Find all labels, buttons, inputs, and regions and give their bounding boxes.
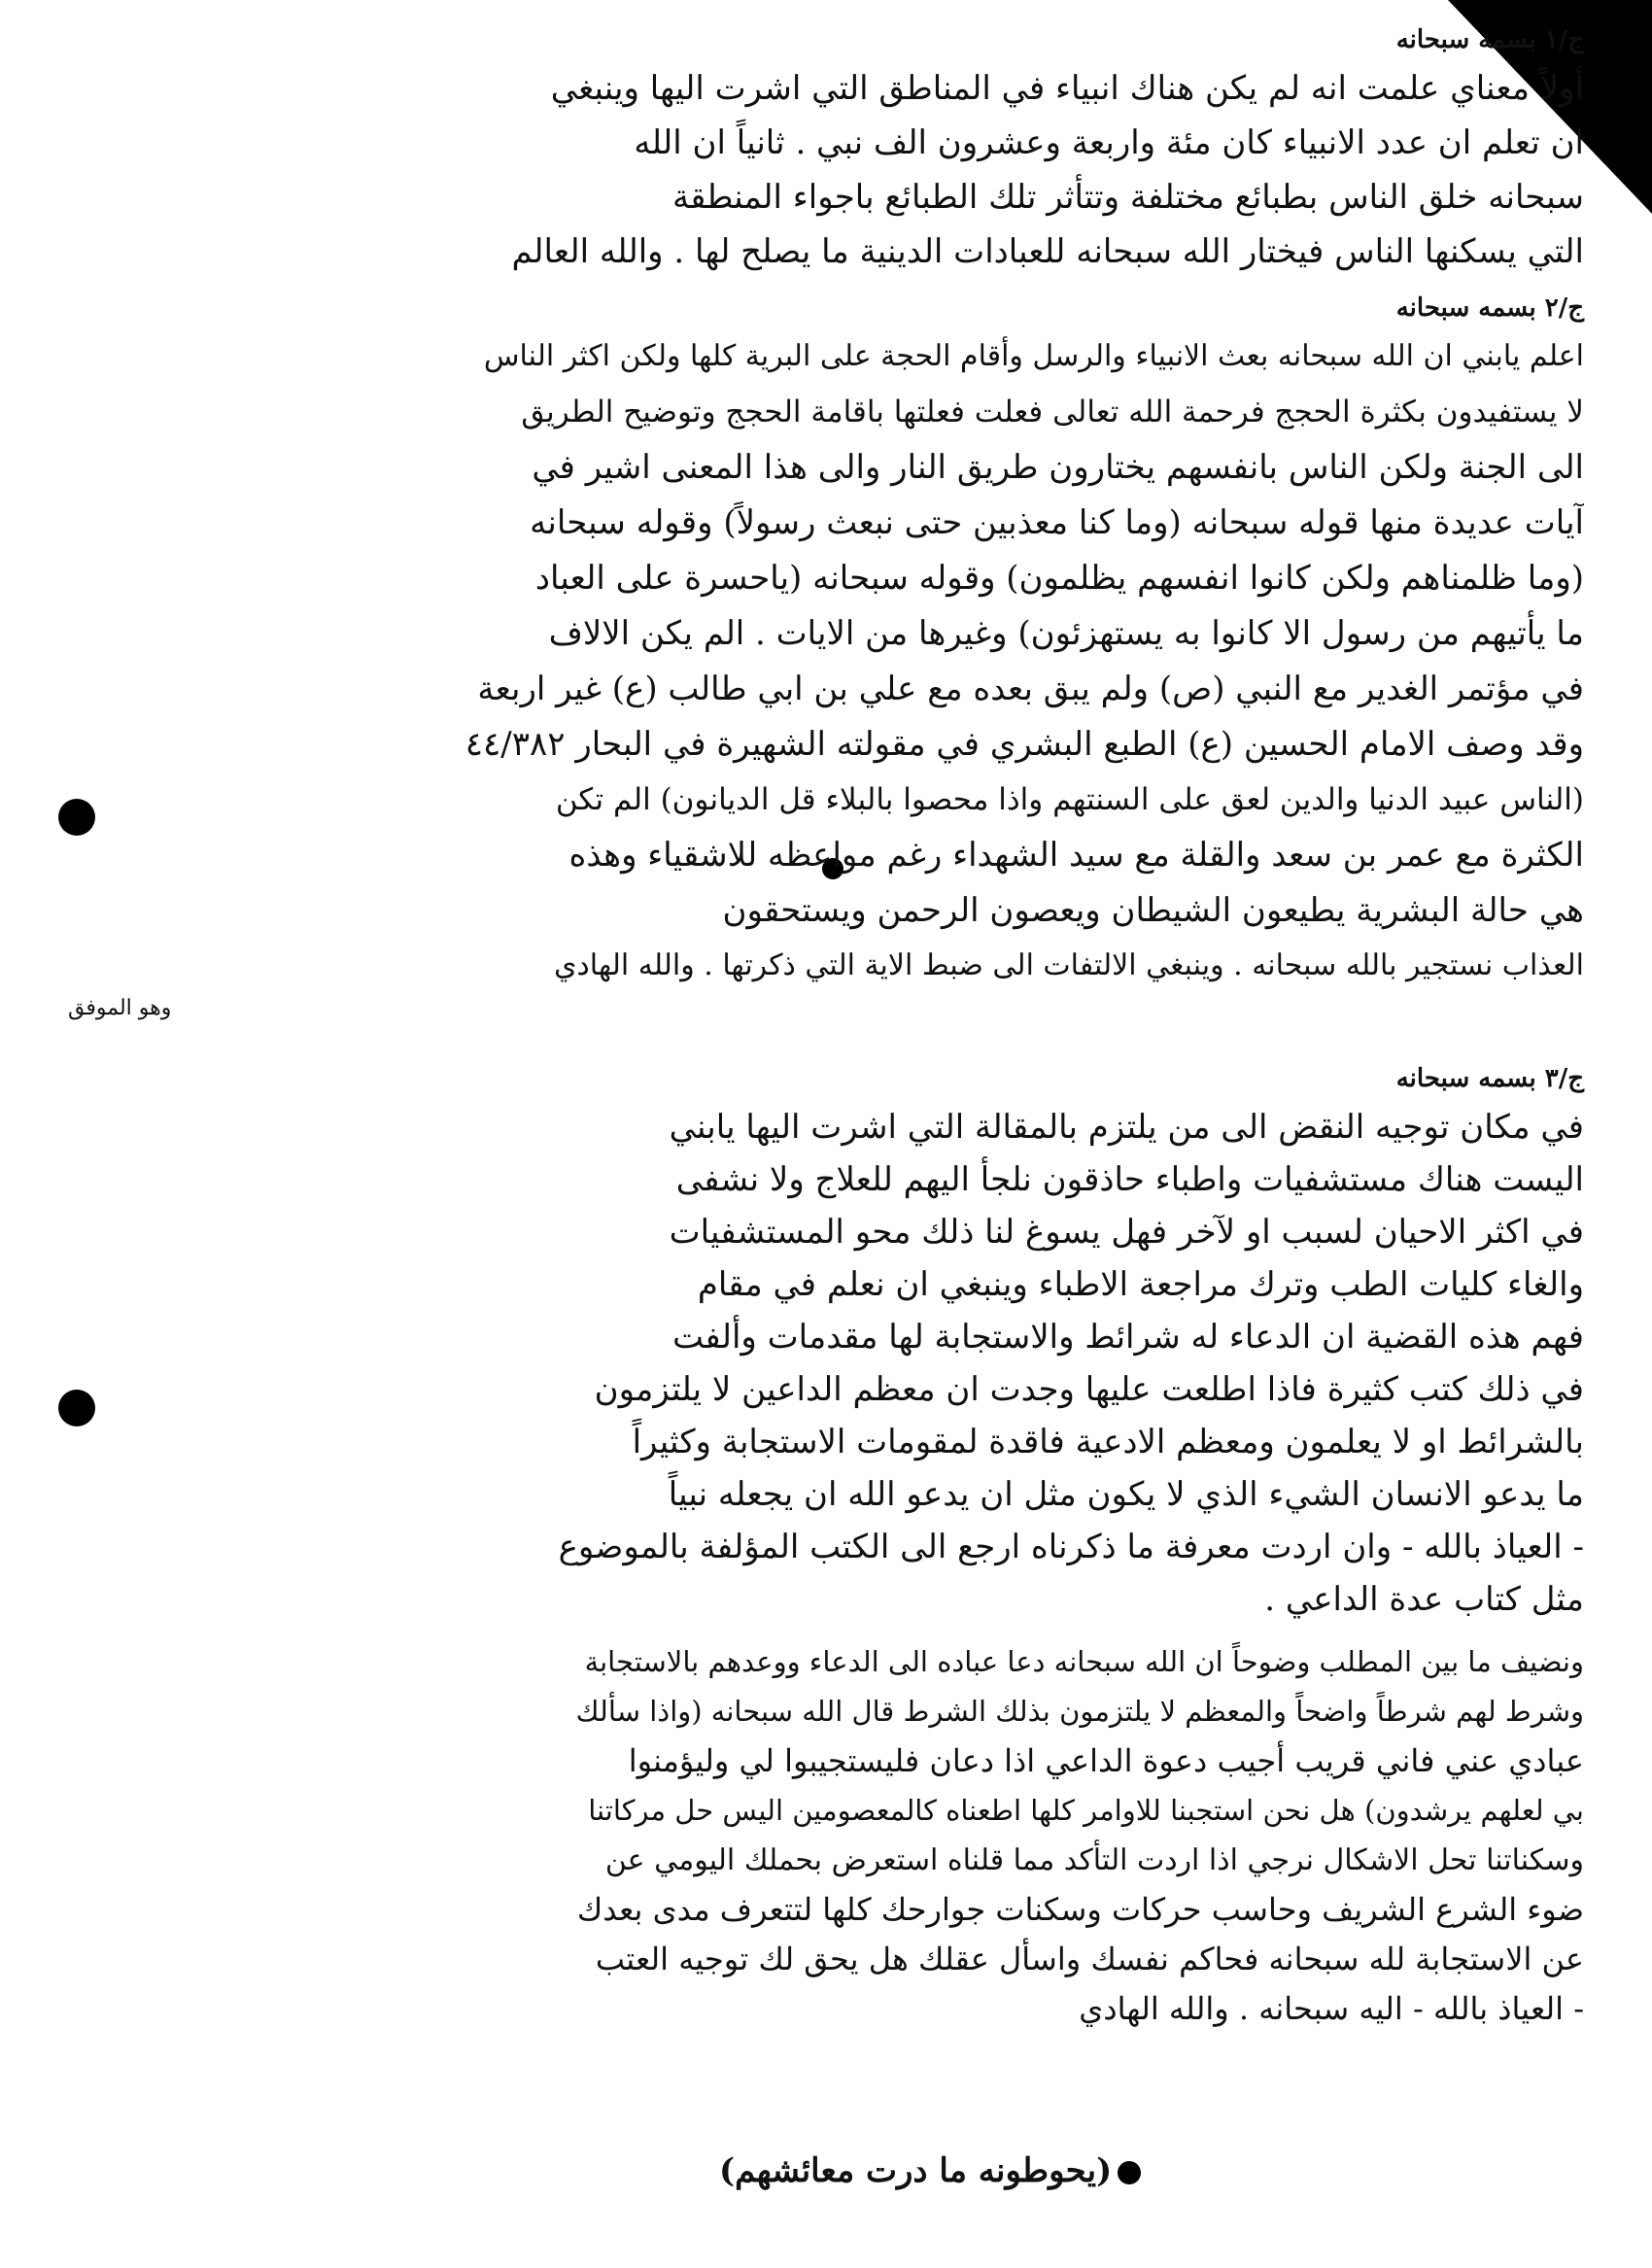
text-line: وسكناتنا تحل الاشكال نرجي اذا اردت التأكد مما قلناه استعرض بحملك اليومي عن — [604, 1843, 1584, 1877]
text-line: ان تعلم ان عدد الانبياء كان مئة واربعة وعشرون الف نبي . ثانياً ان الله — [634, 123, 1584, 162]
text-line: وشرط لهم شرطاً واضحاً والمعظم لا يلتزمون بذلك الشرط قال الله سبحانه (واذا سألك — [575, 1695, 1584, 1728]
text-line: ما يدعو الانسان الشيء الذي لا يكون مثل ان يدعو الله ان يجعله نبياً — [668, 1475, 1584, 1514]
section-heading: ج/٢ بسمه سبحانه — [1395, 293, 1584, 323]
margin-note: وهو الموفق — [68, 996, 172, 1020]
text-line: - العياذ بالله - اليه سبحانه . والله الهادي — [1079, 1990, 1584, 2027]
text-line: لا يستفيدون بكثرة الحجج فرحمة الله تعالى فعلت فعلتها باقامة الحجج وتوضيح الطريق — [521, 395, 1584, 430]
text-line: في مكان توجيه النقض الى من يلتزم بالمقالة التي اشرت اليها يابني — [669, 1108, 1584, 1147]
text-line: (وما ظلمناهم ولكن كانوا انفسهم يظلمون) وقوله سبحانه (ياحسرة على العباد — [534, 559, 1584, 598]
text-line: ونضيف ما بين المطلب وضوحاً ان الله سبحانه دعا عباده الى الدعاء ووعدهم بالاستجابة — [584, 1645, 1584, 1678]
text-line: العذاب نستجير بالله سبحانه . وينبغي الالتفات الى ضبط الاية التي ذكرتها . والله الهادي — [553, 948, 1584, 982]
text-line: وقد وصف الامام الحسين (ع) الطبع البشري في مقولته الشهيرة في البحار ٤٤/٣٨٢ — [465, 725, 1584, 764]
text-line: ما يأتيهم من رسول الا كانوا به يستهزئون) وغيرها من الايات . الم يكن الالاف — [548, 614, 1584, 653]
answer-section-2 — [68, 292, 1584, 1050]
text-line: عبادي عني فاني قريب أجيب دعوة الداعي اذا دعان فليستجيبوا لي وليؤمنوا — [628, 1742, 1584, 1779]
section-heading: ج/٣ بسمه سبحانه — [1395, 1064, 1584, 1093]
text-line: مثل كتاب عدة الداعي . — [1264, 1580, 1584, 1619]
text-line: فهم هذه القضية ان الدعاء له شرائط والاستجابة لها مقدمات وألفت — [672, 1318, 1584, 1357]
text-line: الى الجنة ولكن الناس بانفسهم يختارون طريق النار والى هذا المعنى اشير في — [532, 448, 1584, 487]
section-heading: ج/١ بسمه سبحانه — [1395, 25, 1584, 54]
handwritten-page — [68, 19, 1584, 2254]
text-line: والغاء كليات الطب وترك مراجعة الاطباء وينبغي ان نعلم في مقام — [697, 1265, 1584, 1304]
text-line: بي لعلهم يرشدون) هل نحن استجبنا للاوامر كلها اطعناه كالمعصومين اليس حل مركاتنا — [588, 1794, 1584, 1827]
answer-section-3 — [68, 1062, 1584, 1626]
text-line: هي حالة البشرية يطيعون الشيطان ويعصون الرحمن ويستحقون — [722, 891, 1584, 930]
text-line: سبحانه خلق الناس بطبائع مختلفة وتتأثر تلك الطبائع باجواء المنطقة — [671, 178, 1584, 217]
text-line: التي يسكنها الناس فيختار الله سبحانه للعبادات الدينية ما يصلح لها . والله العالم — [511, 232, 1584, 271]
text-line: في مؤتمر الغدير مع النبي (ص) ولم يبق بعده مع علي بن ابي طالب (ع) غير اربعة — [477, 670, 1584, 708]
text-line: في اكثر الاحيان لسبب او لآخر فهل يسوغ لنا ذلك محو المستشفيات — [669, 1213, 1584, 1252]
text-line: الكثرة مع عمر بن سعد والقلة مع سيد الشهداء رغم مواعظه للاشقياء وهذه — [568, 836, 1584, 875]
text-line: في ذلك كتب كثيرة فاذا اطلعت عليها وجدت ان معظم الداعين لا يلتزمون — [594, 1370, 1584, 1409]
text-line: (الناس عبيد الدنيا والدين لعق على السنتهم واذا محصوا بالبلاء قل الديانون) الم تكن — [555, 782, 1584, 817]
answer-section-4 — [68, 1637, 1584, 2034]
text-line: عن الاستجابة لله سبحانه فحاكم نفسك واسأل عقلك هل يحق لك توجيه العتب — [595, 1941, 1584, 1977]
text-line: بالشرائط او لا يعلمون ومعظم الادعية فاقدة لمقومات الاستجابة وكثيراً — [632, 1423, 1584, 1461]
text-line: - العياذ بالله - وان اردت معرفة ما ذكرناه ارجع الى الكتب المؤلفة بالموضوع — [558, 1528, 1584, 1566]
bullet-mark — [1118, 2161, 1141, 2184]
text-line: اليست هناك مستشفيات واطباء حاذقون نلجأ اليهم للعلاج ولا نشفى — [675, 1160, 1584, 1199]
text-line: أولاً معناي علمت انه لم يكن هناك انبياء في المناطق التي اشرت اليها وينبغي — [550, 69, 1584, 108]
closing-quote — [719, 2151, 1141, 2190]
text-line: اعلم يابني ان الله سبحانه بعث الانبياء والرسل وأقام الحجة على البرية كلها ولكن اكثر الناس — [483, 339, 1584, 373]
text-line: ضوء الشرع الشريف وحاسب حركات وسكنات جوارحك كلها لتتعرف مدى بعدك — [576, 1891, 1584, 1928]
text-line: آيات عديدة منها قوله سبحانه (وما كنا معذبين حتى نبعث رسولاً) وقوله سبحانه — [530, 503, 1584, 542]
closing-quote-text: (يحوطونه ما درت معائشهم) — [719, 2151, 1113, 2190]
answer-section-1 — [68, 23, 1584, 280]
